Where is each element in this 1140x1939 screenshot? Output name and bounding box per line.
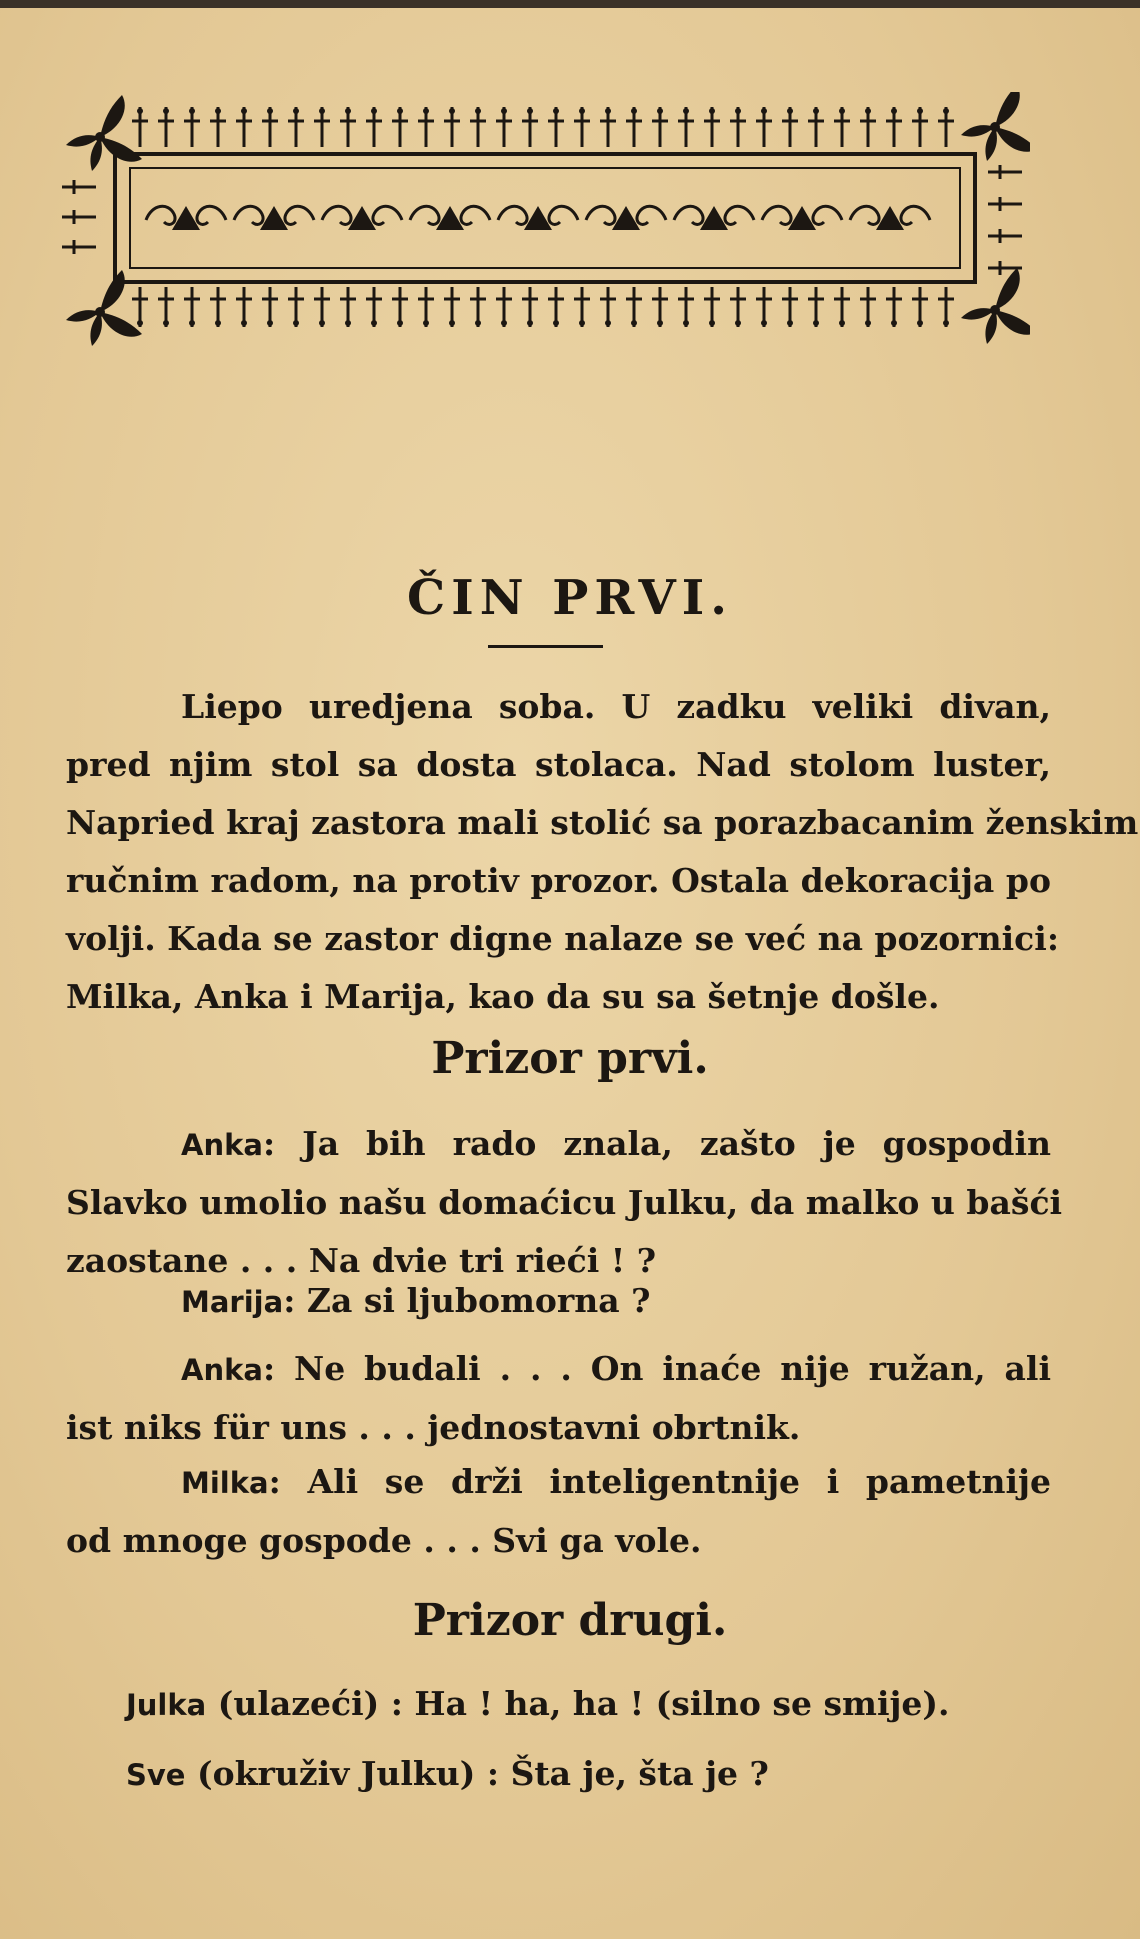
speaker-separator: : xyxy=(262,1124,276,1163)
dialog-text-line: od mnoge gospode . . . Svi ga vole. xyxy=(66,1521,702,1560)
speaker-name: Milka xyxy=(181,1466,269,1500)
stage-direction-line: Milka, Anka i Marija, kao da su sa šetnje došle. xyxy=(66,977,940,1016)
speaker-name: Julka xyxy=(126,1688,207,1722)
dialog-text-line xyxy=(66,1453,1051,1512)
dialog-text-line xyxy=(66,1115,1051,1174)
dialog-text: Ha ! ha, ha ! (silno se smije). xyxy=(414,1684,950,1723)
dialog-line xyxy=(66,1272,1051,1331)
dialog-line xyxy=(66,1745,1051,1804)
dialog-line xyxy=(66,1675,1051,1734)
speaker-name: Anka xyxy=(181,1353,263,1387)
dialog-text-line xyxy=(66,1745,1051,1804)
title-divider xyxy=(488,645,603,648)
speaker-separator: : xyxy=(283,1281,296,1320)
dialog-text-line xyxy=(66,1340,1051,1399)
speaker-name: Anka xyxy=(181,1128,263,1162)
dialog-line xyxy=(66,1453,1051,1570)
stage-direction-line: ručnim radom, na protiv prozor. Ostala dekoracija po xyxy=(66,861,1051,900)
dialog-text-line xyxy=(66,1272,1051,1331)
stage-direction xyxy=(66,678,1139,1026)
scene-heading: Prizor drugi. xyxy=(412,1595,728,1646)
dialog-text: Za si ljubomorna ? xyxy=(306,1281,651,1320)
speaker-name: Marija xyxy=(181,1285,284,1319)
dialog-text-line: ist niks für uns . . . jednostavni obrtnik. xyxy=(66,1408,801,1447)
page-top-edge xyxy=(0,0,1140,8)
speaker-separator: (ulazeći) : xyxy=(217,1684,403,1723)
stage-direction-line: Napried kraj zastora mali stolić sa porazbacanim ženskim xyxy=(66,803,1139,842)
stage-direction-line: pred njim stol sa dosta stolaca. Nad stolom luster, xyxy=(66,745,1051,784)
dialog-text: Ali se drži inteligentnije i pametnije xyxy=(307,1462,1051,1501)
speaker-separator: (okruživ Julku) : xyxy=(196,1754,500,1793)
dialog-text: Ne budali . . . On inaće nije ružan, ali xyxy=(294,1349,1051,1388)
dialog-text-line: zaostane . . . Na dvie tri rieći ! ? xyxy=(66,1241,657,1280)
act-title: ČIN PRVI. xyxy=(407,570,733,626)
speaker-separator: : xyxy=(268,1462,281,1501)
speaker-name: Sve xyxy=(126,1758,186,1792)
decorative-ornament-border xyxy=(60,92,1030,347)
dialog-text-line xyxy=(66,1675,1051,1734)
stage-direction-line: Liepo uredjena soba. U zadku veliki divan, xyxy=(181,687,1051,726)
speaker-separator: : xyxy=(262,1349,276,1388)
dialog-text-line: Slavko umolio našu domaćicu Julku, da malko u bašći xyxy=(66,1183,1063,1222)
dialog-text: Šta je, šta je ? xyxy=(510,1754,769,1793)
dialog-text: Ja bih rado znala, zašto je gospodin xyxy=(302,1124,1051,1163)
scene-heading: Prizor prvi. xyxy=(431,1033,709,1084)
stage-direction-line: volji. Kada se zastor digne nalaze se već na pozornici: xyxy=(66,919,1059,958)
dialog-line xyxy=(66,1340,1051,1457)
dialog-line xyxy=(66,1115,1063,1290)
